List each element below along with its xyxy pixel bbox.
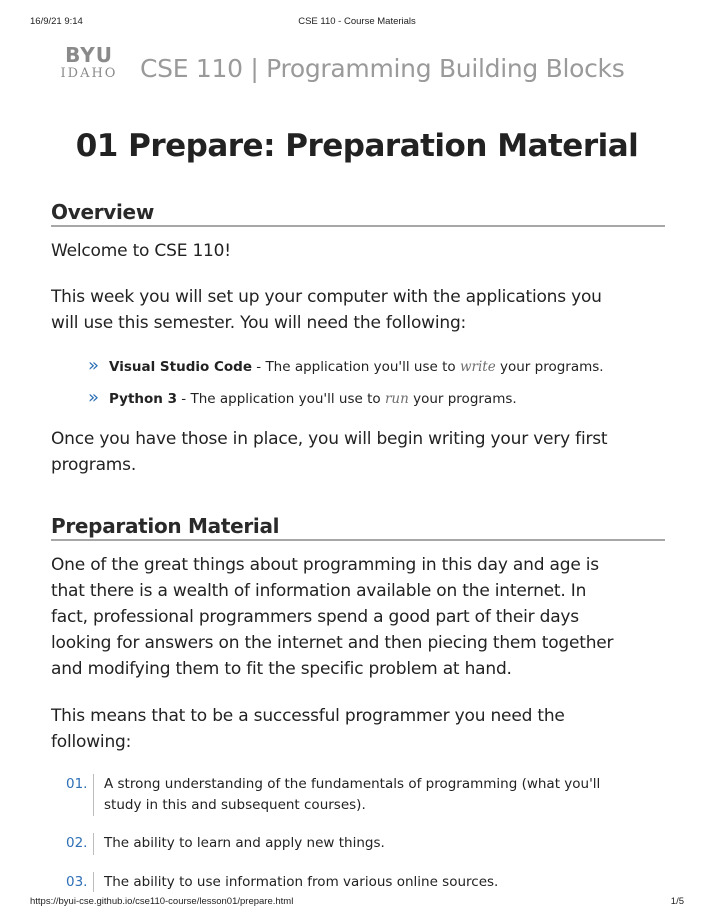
list-item: [66, 774, 656, 818]
tool-desc: - The application you'll use to: [177, 391, 385, 407]
list-item: [66, 833, 656, 855]
tool-desc: - The application you'll use to: [251, 359, 460, 375]
intro-line: This week you will set up your computer with the applications you: [51, 287, 602, 307]
item-divider: [93, 833, 94, 855]
print-doc-title: CSE 110 - Course Materials: [298, 16, 416, 27]
tool-name: Visual Studio Code: [109, 359, 252, 375]
tool-desc-end: your programs.: [408, 391, 517, 407]
prep-heading-text: Preparation Material: [51, 514, 280, 538]
byu-idaho-logo[interactable]: [57, 44, 123, 86]
prep-paragraph-2: [51, 703, 665, 755]
item-text: [104, 774, 654, 816]
print-datetime: 16/9/21 9:14: [30, 16, 83, 27]
tool-entry: [109, 357, 604, 377]
item-text: The ability to use information from various online sources.: [104, 874, 499, 890]
overview-heading-text: Overview: [51, 200, 155, 224]
tool-name: Python 3: [109, 391, 177, 407]
prep-line: that there is a wealth of information available on the internet. In: [51, 581, 587, 601]
intro-line: will use this semester. You will need the following:: [51, 313, 467, 333]
page-title: 01 Prepare: Preparation Material: [75, 128, 639, 164]
tool-emphasis: write: [459, 359, 496, 375]
list-item: [66, 872, 656, 894]
list-item: [88, 389, 648, 421]
prep-line: One of the great things about programming in this day and age is: [51, 555, 599, 575]
outro-paragraph: [51, 426, 665, 478]
item-text: The ability to learn and apply new things.: [104, 835, 385, 851]
item-divider: [93, 872, 94, 892]
site-title[interactable]: CSE 110 | Programming Building Blocks: [140, 54, 625, 83]
tool-entry: [109, 389, 517, 409]
prep-line: and modifying them to fit the specific problem at hand.: [51, 659, 512, 679]
prep-line: looking for answers on the internet and then piecing them together: [51, 633, 614, 653]
print-page-number: 1/5: [670, 896, 684, 907]
site-header: [57, 44, 657, 90]
tool-emphasis: run: [384, 391, 409, 407]
outro-line: Once you have those in place, you will begin writing your very first: [51, 429, 608, 449]
prep-line: following:: [51, 732, 132, 752]
outro-line: programs.: [51, 455, 137, 475]
logo-byu-text: BYU: [65, 43, 113, 67]
logo-idaho-text: IDAHO: [60, 66, 118, 81]
welcome-text: Welcome to CSE 110!: [51, 241, 231, 261]
print-header: [0, 16, 714, 30]
tools-list: [88, 357, 648, 421]
prep-line: fact, professional programmers spend a good part of their days: [51, 607, 579, 627]
item-number: 03.: [66, 874, 88, 890]
tool-desc-end: your programs.: [495, 359, 604, 375]
item-divider: [93, 774, 94, 816]
prep-heading: [51, 511, 665, 541]
item-text-line: study in this and subsequent courses).: [104, 797, 366, 813]
item-number: 02.: [66, 835, 88, 851]
intro-paragraph: [51, 284, 665, 336]
print-url: https://byui-cse.github.io/cse110-course/lesson01/prepare.html: [30, 896, 294, 907]
prep-line: This means that to be a successful programmer you need the: [51, 706, 565, 726]
list-item: [88, 357, 648, 389]
chevron-bullet-icon: »: [88, 355, 100, 376]
item-text-line: A strong understanding of the fundamentals of programming (what you'll: [104, 776, 601, 792]
item-number: 01.: [66, 776, 88, 792]
prep-paragraph-1: [51, 552, 665, 682]
overview-heading: [51, 197, 665, 227]
chevron-bullet-icon: »: [88, 387, 100, 408]
print-footer: [0, 896, 714, 910]
